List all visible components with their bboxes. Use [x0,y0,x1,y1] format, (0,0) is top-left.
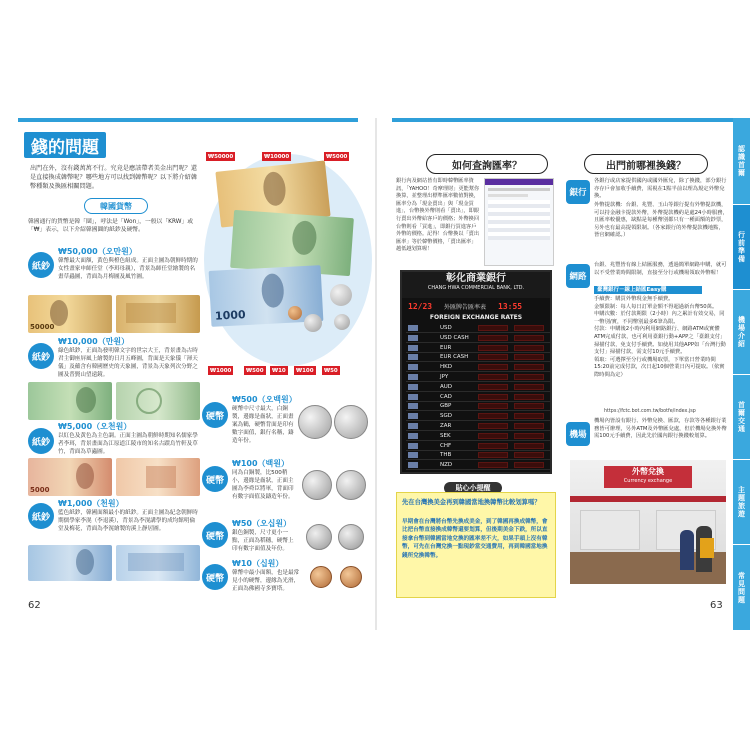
coin-10-front [310,566,332,588]
note-5000-back [116,458,200,496]
tag-100: ₩100 [296,367,314,374]
board-row-sell-display [514,462,544,468]
coin-badge: 硬幣 [202,402,228,428]
photo-coin-100 [304,314,322,332]
board-row [406,393,550,402]
side-tab-seoul[interactable]: 認識首爾 [733,118,750,204]
tip-title: 先在台灣換美金再到韓國當地換韓幣比較划算嗎？ [402,499,541,506]
bank-sub-text: 外幣提款機：台銀、兆豐、玉山等銀行提有外幣提款機，可以持金融卡提款外幣，外幣提款機約是處24小時服務，且匯率較優惠，缺點是每種幣別都只有一種面額的鈔票，另外也有最高提領限制。（各家銀行的外幣提款機地點，皆官網確認。） [594,202,728,239]
side-tab-faq[interactable]: 常見問題 [733,545,750,630]
board-row-buy-display [478,345,508,351]
board-subtitle: 外匯牌告匯率表 [444,304,487,311]
board-row [406,461,550,470]
page-title: 錢的問題 [24,132,106,158]
board-time: 13:55 [498,302,523,311]
board-row [406,373,550,382]
side-tab-theme[interactable]: 主題旅遊 [733,460,750,544]
board-row [406,324,550,333]
tag-5000: ₩5000 [326,153,348,160]
board-row [406,451,550,460]
side-tab-airport[interactable]: 機場介紹 [733,290,750,374]
airport-text: 機場內皆設有銀行、外幣兌換、匯款，存款等各種銀行業務皆可辦理，另外ATM及外幣匯兌處，但於機場兌換外幣需100元手續費，因此先於國內銀行換錢較划算。 [594,418,727,440]
board-row-currency: ZAR [440,423,452,429]
board-row-flag [408,462,418,468]
board-row-buy-display [478,433,508,439]
board-row-currency: SGD [440,413,452,420]
board-row-flag [408,413,418,419]
board-row-buy-display [478,443,508,449]
desc-1000: 藍色紙鈔，韓國面額最小的紙鈔。正面主圖為紀念朝鮮時期儒學家李滉（李退溪），背景為李滉講學的成均館明倫堂及梅花，背面為李滉繪製的溪上靜居圖。 [58,510,198,532]
board-row-flag [408,403,418,409]
board-row-buy-display [478,364,508,370]
note-badge: 紙鈔 [28,252,54,278]
denom-500: ₩500（오백원） [232,395,297,404]
right-top-bar [392,118,733,122]
board-row [406,344,550,353]
board-row-buy-display [478,413,508,419]
board-row-flag [408,325,418,331]
board-row-currency: GBP [440,403,452,410]
board-row-flag [408,452,418,458]
desc-5000: 以紅色及黃色為主色調。正面主圖為朝鮮時期知名儒家學者李珥，背景畫面為江原道江陵市的知名古蹟烏竹軒及草竹，背面為草蟲圖。 [58,433,198,455]
board-row-currency: THB [440,452,452,459]
tip-label: 貼心小提醒 [444,482,502,494]
net-item: 申購次數：於付款期限（2小時）內之累計有效交易，同一幣別/實，不同幣別最多6筆為限。 [594,311,725,325]
coin-50-front [306,524,332,550]
net-items [594,296,728,380]
board-heading: FOREIGN EXCHANGE RATES [429,314,523,321]
col1-text: 銀行內及網站皆有即時韓幣匯率資訊，「YAHOO！奇摩理財」更能幫你換算，並整理出標準匯率數值對換，匯率分為「現金賣出」與「現金買進」，台幣換外幣則看「賣出」，即銀行賣出外幣給客戶的價格；外幣換回台幣則看「買進」，即銀行買進客戶外幣的價格。記得！台幣換以「賣出匯率」等於韓幣價格，「賣出匯率」越低越划算喔！ [396,178,480,253]
net-item: 領取：可選擇至分行或機場取票，下單當日營業時間15:20前完成付款，次日起10個營業日內可提取。（依實際時間為定） [594,356,725,378]
board-row-buy-display [478,384,508,390]
tip-body: 早期會在台灣將台幣先換成美金，到了韓國再換成韓幣，會比把台幣直接換成韓幣還要划算，但後期美金下跌，所以直接拿台幣到韓國當地兌換的匯率差不大，如果手頭上沒有韓幣，可先在台灣兌換一點現鈔當交通費用，再到韓國當地換錢所兌換韓幣。 [402,519,548,559]
board-row-currency: USD [440,325,452,331]
exchange-rate-board [400,270,552,474]
note-50000-front [28,295,112,333]
net-badge: 網路 [566,264,590,288]
note-badge: 紙鈔 [28,428,54,454]
coin-100-back [336,470,366,500]
board-row-flag [408,354,418,360]
board-date: 12/23 [408,302,433,311]
bank-name-chinese: 彰化商業銀行 [446,273,506,284]
photo-coin-10 [288,306,302,320]
net-url[interactable]: https://fctc.bot.com.tw/botfe/index.jsp [604,409,696,414]
tag-50: ₩50 [324,367,338,374]
board-row-sell-display [514,374,544,380]
note-1000-back [116,545,200,581]
note-number: 5000 [30,486,50,494]
board-row-flag [408,374,418,380]
board-row-flag [408,423,418,429]
tag-10000: ₩10000 [264,153,290,160]
board-row-currency: SEK [440,432,451,439]
board-row-flag [408,443,418,449]
board-row-flag [408,364,418,370]
board-row-buy-display [478,325,508,331]
board-row-buy-display [478,374,508,380]
airport-exchange-photo [570,460,726,584]
exchange-sign-en: Currency exchange [623,478,673,484]
denom-10000: ₩10,000（만원） [58,337,130,346]
board-row-sell-display [514,452,544,458]
tag-500: ₩500 [246,367,264,374]
section-title: 韓國貨幣 [84,198,148,214]
note-number: 50000 [30,323,55,331]
board-row [406,383,550,392]
denom-1000: ₩1,000（천원） [58,499,124,508]
board-row-sell-display [514,325,544,331]
board-row-sell-display [514,413,544,419]
board-row-sell-display [514,394,544,400]
desc-50000: 韓幣最大面額，黃色與橙色組成。正面主圖為朝鮮時期的女性畫家申師任堂（李珥母親），背景為師任堂繪製的名畫草蟲圖，背面為月梅圖及風竹圖。 [58,258,198,280]
coin-10-back [340,566,362,588]
airport-badge: 機場 [566,422,590,446]
board-row-currency: HKD [440,364,452,371]
board-row-currency: NZD [440,462,453,469]
board-row-flag [408,335,418,341]
board-row-sell-display [514,443,544,449]
board-row-buy-display [478,335,508,341]
board-row-currency: USD CASH [440,334,469,341]
side-tab-transport[interactable]: 首爾交通 [733,375,750,459]
board-row [406,412,550,421]
page-gutter [375,118,377,630]
board-row-flag [408,345,418,351]
board-row-buy-display [478,462,508,468]
board-row [406,432,550,441]
photo-note-number: 1000 [214,308,246,323]
coin-100-front [302,470,332,500]
note-10000-front [28,382,112,420]
side-tab-prep[interactable]: 行前準備 [733,205,750,289]
note-badge: 紙鈔 [28,503,54,529]
coin-500-front [298,405,332,439]
board-row-currency: EUR [440,344,452,351]
rate-website-screenshot [484,178,554,266]
board-row [406,402,550,411]
net-item: 金額限制：每人每日訂單金額不得超過新台幣50萬。 [594,303,718,310]
net-item: 付款：申購後2小時內利用網路銀行、網路ATM或實體ATM完成付款，也可利用臺銀行動+APP之「臺銀支付」掃描付款，免支付手續費。如使用其他APP如「台灣行動支付」掃描付款，需支付10元手續費。 [594,326,726,356]
tag-1000: ₩1000 [210,367,232,374]
intro-text: 出門在外，沒有錢萬萬不行。究竟是應該帶者美金出門呢？還是直接換成韓幣呢？哪些地方可以找到韓幣呢？以下將介紹韓幣種類及換匯相關問題。 [30,165,198,190]
bank-text: 各銀行或店家提供國內或國外匯兌，除了換錢，部分銀行亦存戶會加收手續費，需視在1點半前以理為規定外幣兌換。 [594,178,727,200]
board-row-sell-display [514,335,544,341]
board-row-currency: CAD [440,393,452,400]
board-row-sell-display [514,354,544,360]
note-10000-back [116,382,200,420]
bank-badge: 銀行 [566,180,590,204]
photo-coin-500 [330,284,352,306]
note-50000-back [116,295,200,333]
net-item: 手續費：購買外幣現金無手續費。 [594,296,674,302]
board-row-currency: CHF [440,442,452,449]
coin-50-back [338,524,364,550]
note-5000-front [28,458,112,496]
board-row-buy-display [478,354,508,360]
desc-50: 銀色銅製，尺寸更小一點，正面為稻穗，硬幣上印有數字面值及年份。 [232,530,294,552]
board-row-currency: AUD [440,383,453,390]
board-row [406,334,550,343]
board-row [406,363,550,372]
desc-10000: 綠色紙鈔，正面為發明韓文字的世宗大王，背景畫為古時君主御座屏風上繪製的日月五峰圖，背面是天象儀「渾天儀」及蘊含有韓國歷史的天象圖，背景為天象列次分野之圖及普賢山望遠鏡。 [58,348,198,378]
board-row [406,442,550,451]
coin-badge: 硬幣 [202,466,228,492]
board-row-currency: JPY [440,374,449,380]
board-row-flag [408,433,418,439]
book-spread [18,118,733,630]
board-row-buy-display [478,394,508,400]
denom-5000: ₩5,000（오천원） [58,422,132,431]
tag-10: ₩10 [272,367,286,374]
board-row-sell-display [514,384,544,390]
board-row-flag [408,394,418,400]
board-row-sell-display [514,423,544,429]
board-row-sell-display [514,364,544,370]
tag-50000: ₩50000 [208,153,234,160]
bank-name-english: CHANG HWA COMMERCIAL BANK, LTD. [427,285,525,291]
board-row [406,353,550,362]
desc-10: 韓幣中最小面額，也是最常見小的硬幣，邊緣為光滑，正面為佛國寺多寶塔。 [232,570,300,592]
exchange-sign-text: 外幣兌換 [632,467,664,476]
denom-10: ₩10（십원） [232,559,284,568]
board-row [406,422,550,431]
denom-100: ₩100（백원） [232,459,289,468]
coin-badge: 硬幣 [202,522,228,548]
photo-coin-50 [334,314,350,330]
board-row-buy-display [478,423,508,429]
board-row-flag [408,384,418,390]
col1-title: 如何查詢匯率？ [426,154,548,174]
net-highlight: 臺灣銀行－線上結匯Easy購 [594,286,702,294]
coin-badge: 硬幣 [202,564,228,590]
note-badge: 紙鈔 [28,343,54,369]
left-top-bar [18,118,358,122]
board-row-currency: EUR CASH [440,354,469,361]
denom-50: ₩50（오십원） [232,519,292,528]
board-row-buy-display [478,452,508,458]
note-1000-front [28,545,112,581]
board-row-buy-display [478,403,508,409]
page-number-right: 63 [710,600,723,611]
coin-500-back [334,405,368,439]
exchange-sign [604,466,692,488]
net-text: 台銀、兆豐皆有線上結匯服務，透過簡單網路申購，就可以不受營業時間限制，直接至分行或機場領取外幣喔！ [594,262,727,276]
board-row-sell-display [514,403,544,409]
desc-100: 同為白銅製，比500稍小，邊緣是齒狀，正面主圖為李舜臣將軍，背面印有數字面值及鑄造年份。 [232,470,294,500]
desc-500: 硬幣中尺寸最大，白銅製，邊緣是齒狀，正面畫案為鶴，硬幣背面是印有數字面值，銀行名稱，鑄造年份。 [232,406,294,444]
board-row-sell-display [514,345,544,351]
section-intro: 韓國通行的貨幣是韓「圜」，呼法是「Won」，一般以「KRW」或「₩」表示，以下介紹韓國圜的紙鈔及硬幣。 [28,219,194,234]
denom-50000: ₩50,000（오만원） [58,247,137,256]
col2-title: 出門前哪裡換錢？ [584,154,708,174]
page-number-left: 62 [28,600,41,611]
board-row-sell-display [514,433,544,439]
